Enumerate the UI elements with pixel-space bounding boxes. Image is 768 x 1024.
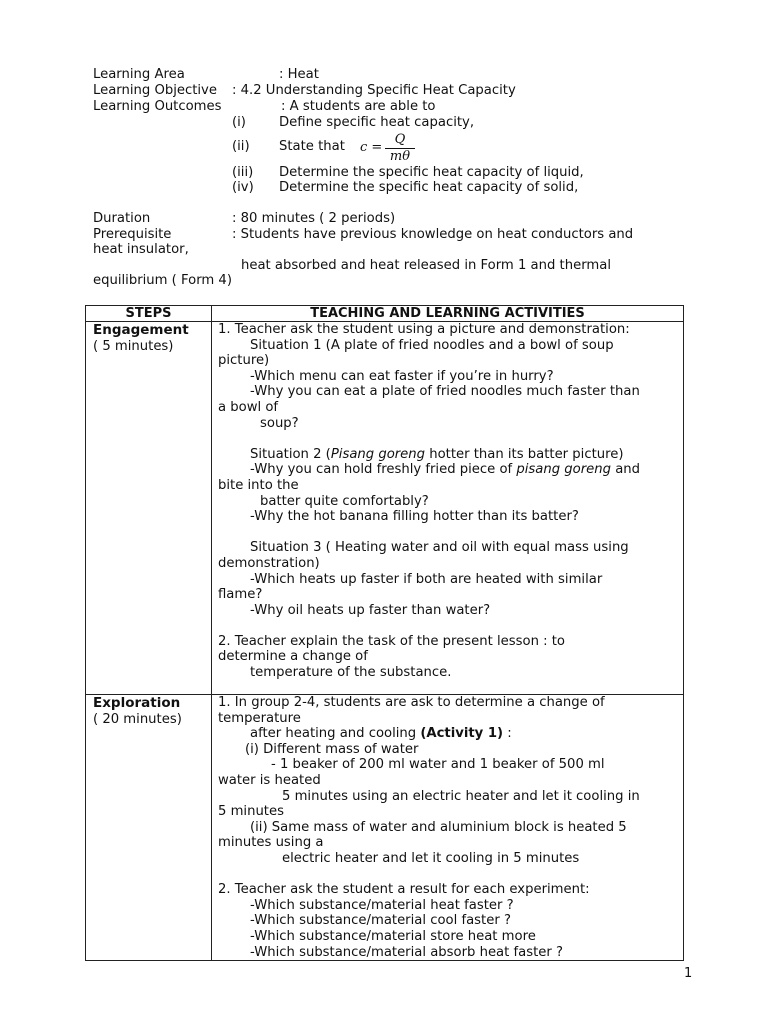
activity-line: (ii) Same mass of water and aluminium block is heated 5 [250, 819, 627, 835]
outcome-number: (iii) [232, 165, 254, 180]
table-row [86, 322, 684, 695]
page-number: 1 [684, 966, 693, 981]
activity-line: -Which menu can eat faster if you’re in hurry? [250, 368, 554, 384]
outcome-number: (ii) [232, 139, 250, 154]
prerequisite-text: heat insulator, [93, 242, 189, 257]
outcome-text: Define specific heat capacity, [279, 115, 475, 130]
duration-value: : 80 minutes ( 2 periods) [232, 211, 396, 226]
engagement-step-cell [86, 322, 212, 695]
activity-line: -Which substance/material absorb heat faster ? [250, 944, 563, 960]
activity-line: demonstration) [218, 555, 320, 571]
step-title: Engagement [93, 322, 189, 338]
prerequisite-label: Prerequisite [93, 227, 172, 242]
table-row [86, 695, 684, 961]
learning-area-label: Learning Area [93, 67, 185, 82]
activity-line: Situation 1 (A plate of fried noodles and a bowl of soup [250, 337, 614, 353]
activity-line: determine a change of [218, 649, 368, 665]
activity-line: -Which substance/material heat faster ? [250, 897, 514, 913]
activity-line: bite into the [218, 477, 299, 493]
learning-area-value: : Heat [279, 67, 319, 82]
table-header-row [86, 306, 684, 322]
activity-line: -Why you can hold freshly fried piece of pisang goreng and [250, 462, 641, 478]
engagement-activities-cell [212, 322, 684, 695]
learning-outcomes-label: Learning Outcomes [93, 99, 222, 114]
activity-line: -Why you can eat a plate of fried noodles much faster than [250, 384, 640, 400]
outcome-text: State that [279, 139, 345, 154]
outcome-text: Determine the specific heat capacity of liquid, [279, 165, 584, 180]
prerequisite-text: heat absorbed and heat released in Form 1 and thermal [241, 258, 611, 273]
prerequisite-text: equilibrium ( Form 4) [93, 273, 232, 288]
activity-line: 5 minutes [218, 804, 284, 820]
formula-numerator: Q [394, 132, 406, 147]
activity-line: 1. Teacher ask the student using a picture and demonstration: [218, 322, 630, 337]
formula-lhs: c = [360, 140, 383, 155]
activity-line: minutes using a [218, 835, 324, 851]
activity-line: Situation 3 ( Heating water and oil with equal mass using [250, 540, 629, 556]
activity-line: -Which substance/material store heat more [250, 928, 536, 944]
activity-line: 2. Teacher ask the student a result for each experiment: [218, 882, 590, 898]
activity-line: soup? [260, 415, 299, 431]
step-title: Exploration [93, 695, 181, 711]
outcome-number: (iv) [232, 180, 254, 195]
activity-line: after heating and cooling (Activity 1) : [250, 726, 512, 742]
step-duration: ( 5 minutes) [93, 339, 174, 354]
activity-line: 5 minutes using an electric heater and let it cooling in [282, 788, 640, 804]
activity-line: a bowl of [218, 399, 279, 415]
activity-line: electric heater and let it cooling in 5 minutes [282, 850, 580, 866]
activity-line: batter quite comfortably? [260, 493, 429, 509]
specific-heat-formula [360, 133, 420, 165]
formula-denominator: mθ [389, 149, 411, 164]
prerequisite-text: : Students have previous knowledge on heat conductors and [232, 227, 634, 242]
step-duration: ( 20 minutes) [93, 712, 182, 727]
activity-line: temperature of the substance. [250, 665, 452, 681]
lesson-activities-table [85, 305, 684, 961]
activity-line: temperature [218, 710, 301, 726]
activities-column-header: TEACHING AND LEARNING ACTIVITIES [212, 306, 684, 322]
activity-line: 1. In group 2-4, students are ask to determine a change of [218, 695, 605, 710]
activity-line: -Which substance/material cool faster ? [250, 913, 511, 929]
activity-line: Situation 2 (Pisang goreng hotter than its batter picture) [250, 446, 624, 462]
learning-objective-value: : 4.2 Understanding Specific Heat Capacity [232, 83, 516, 98]
outcome-number: (i) [232, 115, 246, 130]
activity-line: water is heated [218, 772, 321, 788]
activity-line: 2. Teacher explain the task of the present lesson : to [218, 633, 565, 649]
exploration-step-cell [86, 695, 212, 961]
activity-line: (i) Different mass of water [245, 741, 419, 757]
exploration-activities-cell [212, 695, 684, 961]
activity-line: picture) [218, 353, 270, 369]
duration-label: Duration [93, 211, 151, 226]
activity-line: -Which heats up faster if both are heated with similar [250, 571, 603, 587]
outcome-text: Determine the specific heat capacity of solid, [279, 180, 579, 195]
activity-line: -Why oil heats up faster than water? [250, 602, 491, 618]
learning-outcomes-value: : A students are able to [281, 99, 436, 114]
activity-line: -Why the hot banana filling hotter than its batter? [250, 509, 579, 525]
activity-line: - 1 beaker of 200 ml water and 1 beaker of 500 ml [271, 757, 605, 773]
learning-objective-label: Learning Objective [93, 83, 217, 98]
steps-column-header: STEPS [86, 306, 212, 322]
activity-line: flame? [218, 587, 263, 603]
